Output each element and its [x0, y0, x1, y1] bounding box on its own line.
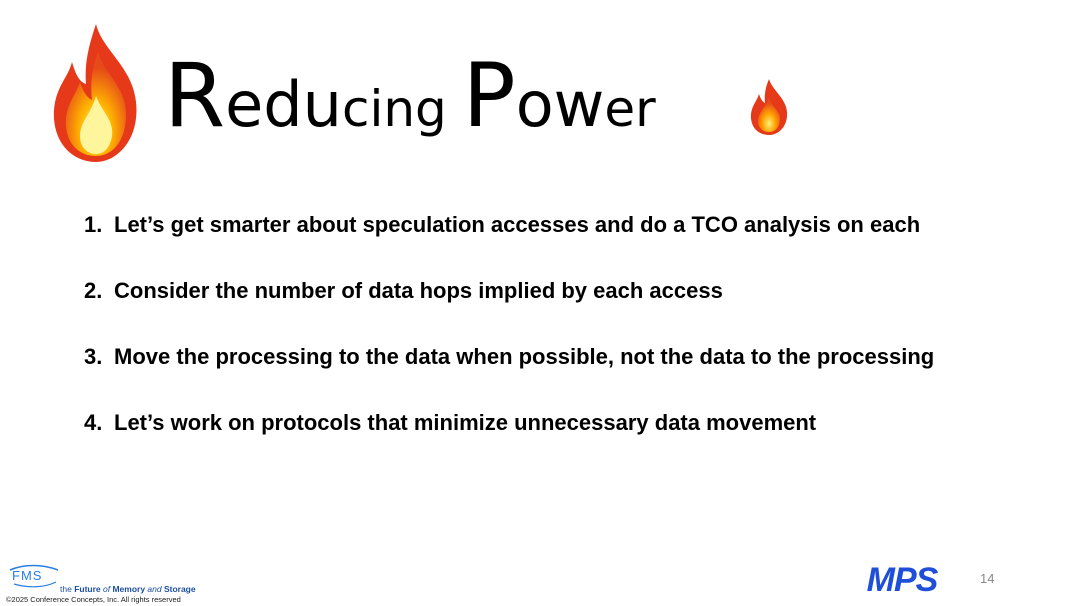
list-item-number: 1.: [84, 212, 103, 237]
tagline-of: of: [100, 584, 113, 594]
title-part2-big: P: [462, 44, 516, 147]
list-item: [84, 344, 1044, 410]
title-part1-big: R: [164, 44, 226, 147]
mps-logo: [846, 562, 958, 594]
list-item-number: 2.: [84, 278, 103, 303]
copyright-notice: ©2025 Conference Concepts, Inc. All rights reserved: [6, 595, 181, 604]
fire-icon: [50, 22, 142, 164]
tagline-future: Future: [74, 584, 101, 594]
tagline-memory: Memory: [112, 584, 146, 594]
page-number: 14: [980, 571, 995, 586]
tagline-the: the: [60, 584, 75, 594]
mps-logo-text: MPS: [866, 562, 938, 594]
title-part1-med: edu: [225, 68, 342, 141]
fms-logo: [4, 560, 204, 606]
title-part2-med: ow: [515, 68, 605, 141]
fms-logo-text: FMS: [12, 568, 43, 583]
title-part2-sm: er: [604, 80, 656, 138]
list-item-number: 3.: [84, 344, 103, 369]
fire-icon: [748, 78, 790, 136]
list-item-number: 4.: [84, 410, 103, 435]
fms-tagline: [60, 584, 196, 594]
slide-title: [164, 44, 656, 147]
list-item: [84, 278, 1044, 344]
list-item-text: Consider the number of data hops implied by each access: [114, 278, 723, 303]
title-part1-sm: cing: [341, 80, 463, 138]
bullet-list: [84, 212, 1044, 476]
tagline-storage: Storage: [163, 584, 196, 594]
list-item-text: Let’s get smarter about speculation accesses and do a TCO analysis on each: [114, 212, 921, 237]
list-item-text: Move the processing to the data when possible, not the data to the processing: [114, 344, 935, 369]
list-item: [84, 212, 1044, 278]
list-item: [84, 410, 1044, 476]
tagline-and: and: [145, 584, 164, 594]
fms-logo-mark: [6, 562, 66, 588]
list-item-text: Let’s work on protocols that minimize unnecessary data movement: [114, 410, 817, 435]
